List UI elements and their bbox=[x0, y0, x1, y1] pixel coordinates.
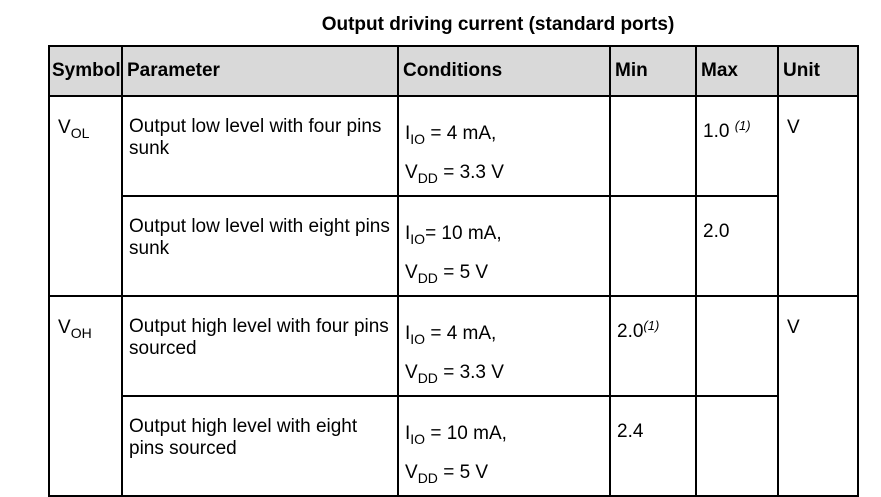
header-parameter: Parameter bbox=[122, 46, 398, 96]
condition-voltage: $V_{DD} = 3.3$ V bbox=[405, 362, 504, 386]
min-cell bbox=[610, 296, 696, 396]
symbol-subscript: OL bbox=[70, 125, 90, 141]
unit-text: V bbox=[787, 317, 800, 338]
conditions-cell bbox=[398, 396, 610, 496]
parameter-cell bbox=[122, 196, 398, 296]
unit-cell bbox=[778, 296, 858, 496]
parameter-cell bbox=[122, 96, 398, 196]
max-value: 2.0 bbox=[703, 221, 730, 242]
parameter-text: Output high level with four pins sourced bbox=[129, 316, 389, 359]
conditions-cell bbox=[398, 296, 610, 396]
min-cell bbox=[610, 196, 696, 296]
symbol-cell bbox=[49, 96, 122, 296]
max-cell bbox=[696, 396, 778, 496]
max-cell bbox=[696, 196, 778, 296]
header-max: Max bbox=[696, 46, 778, 96]
symbol-cell bbox=[49, 296, 122, 496]
table-title: Output driving current (standard ports) bbox=[321, 14, 675, 35]
min-value: 2.4 bbox=[617, 421, 644, 442]
max-cell bbox=[696, 296, 778, 396]
condition-current: $I_{IO} = 4$ mA, bbox=[405, 123, 497, 147]
min-value: 2.0 bbox=[617, 321, 644, 342]
header-conditions: Conditions bbox=[398, 46, 610, 96]
max-cell bbox=[696, 96, 778, 196]
table-row bbox=[49, 396, 858, 496]
conditions-cell bbox=[398, 196, 610, 296]
parameter-text: Output high level with eight pins sourced bbox=[129, 416, 358, 459]
parameter-cell bbox=[122, 296, 398, 396]
condition-voltage: $V_{DD} = 3.3$ V bbox=[405, 162, 504, 186]
min-cell bbox=[610, 396, 696, 496]
footnote-ref: (1) bbox=[643, 318, 660, 333]
condition-voltage: $V_{DD} = 5$ V bbox=[405, 262, 489, 286]
table-row bbox=[49, 196, 858, 296]
unit-cell bbox=[778, 96, 858, 296]
table-row bbox=[49, 96, 858, 196]
symbol-main: V bbox=[58, 317, 71, 338]
max-value: 1.0 bbox=[703, 121, 735, 142]
min-cell bbox=[610, 96, 696, 196]
header-unit: Unit bbox=[778, 46, 858, 96]
condition-current: $I_{IO} = 10$ mA, bbox=[405, 423, 507, 447]
parameter-text: Output low level with four pins sunk bbox=[129, 116, 382, 159]
parameter-text: Output low level with eight pins sunk bbox=[129, 216, 390, 259]
header-row bbox=[49, 46, 858, 96]
symbol-subscript: OH bbox=[70, 325, 92, 341]
spec-table bbox=[48, 45, 859, 497]
symbol-main: V bbox=[58, 117, 71, 138]
condition-voltage: $V_{DD} = 5$ V bbox=[405, 462, 489, 486]
unit-text: V bbox=[787, 117, 800, 138]
condition-current: $I_{IO} = 4$ mA, bbox=[405, 323, 497, 347]
condition-current: $I_{IO}= 10$ mA, bbox=[405, 223, 502, 247]
footnote-ref: (1) bbox=[734, 118, 751, 133]
header-min: Min bbox=[610, 46, 696, 96]
header-symbol: Symbol bbox=[49, 46, 122, 96]
parameter-cell bbox=[122, 396, 398, 496]
conditions-cell bbox=[398, 96, 610, 196]
table-row bbox=[49, 296, 858, 396]
